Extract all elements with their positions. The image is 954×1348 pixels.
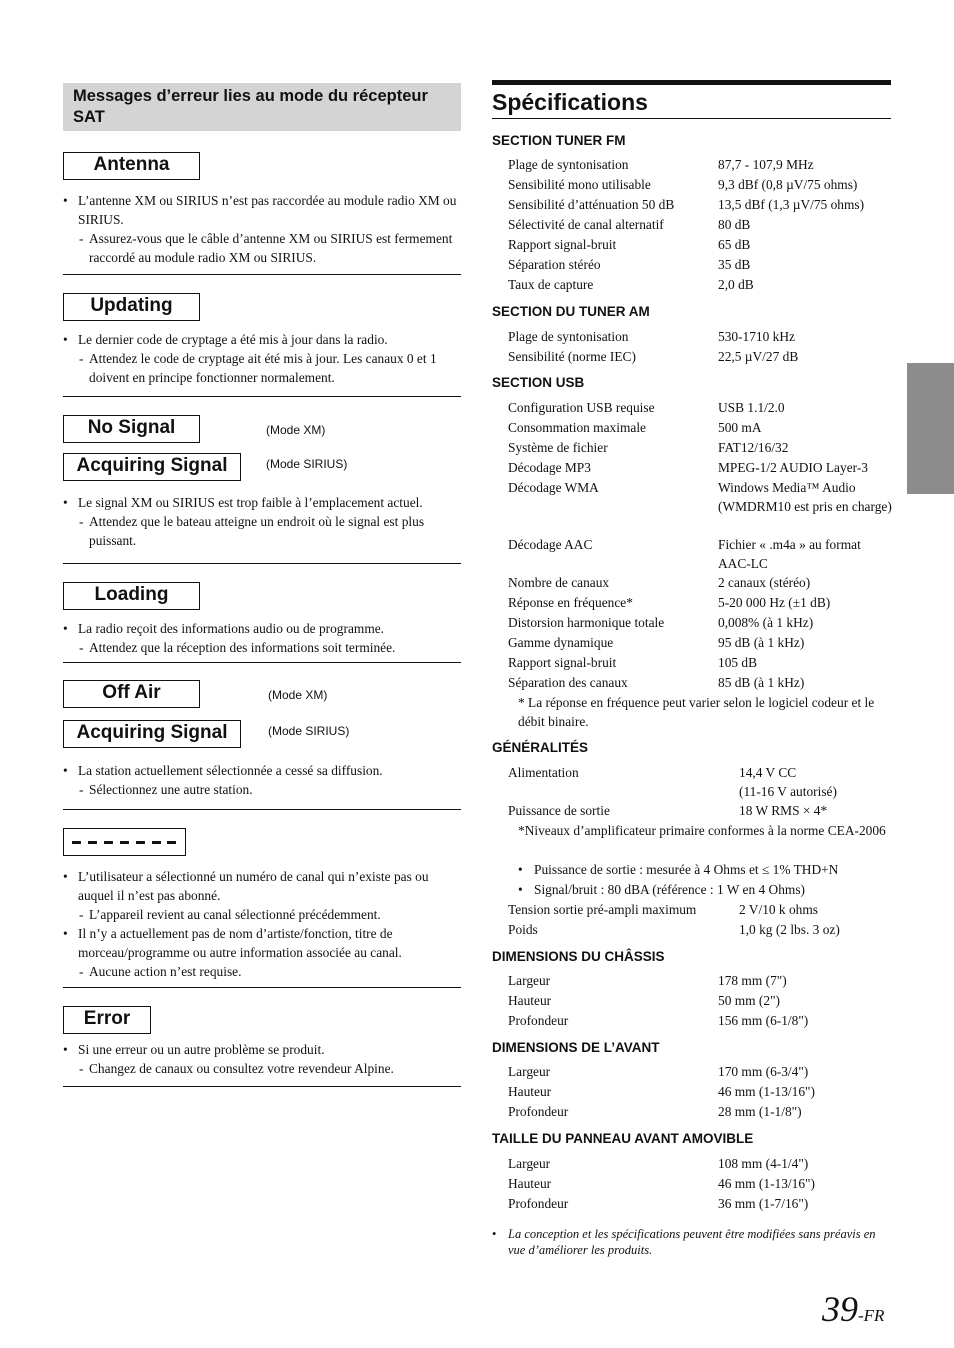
spec-value: 65 dB (718, 237, 751, 252)
spec-value: 22,5 µV/27 dB (718, 349, 799, 364)
usb-heading: SECTION USB (492, 375, 585, 390)
spec-value: 178 mm (7") (718, 973, 787, 988)
general-heading: GÉNÉRALITÉS (492, 740, 589, 755)
chassis-heading: DIMENSIONS DU CHÂSSIS (492, 949, 665, 964)
lcd-label-no-signal: No Signal (63, 415, 200, 443)
spec-label: Largeur (508, 1156, 551, 1171)
specifications-title: Spécifications (492, 80, 891, 119)
page-number: 39-FR (822, 1289, 885, 1329)
spec-label: Rapport signal-bruit (508, 237, 617, 252)
spec-value: 87,7 - 107,9 MHz (718, 157, 814, 172)
specifications (492, 80, 892, 1257)
lcd-label-error: Error (63, 1006, 151, 1034)
spec-value: 9,3 dBf (0,8 µV/75 ohms) (718, 177, 858, 192)
spec-label: Taux de capture (508, 277, 594, 292)
mode-sirius-text: (Mode SIRIUS) (268, 724, 350, 738)
spec-label: Sensibilité mono utilisable (508, 177, 651, 192)
divider (63, 809, 461, 810)
spec-label: Alimentation (508, 765, 579, 780)
cause-text: • L’antenne XM ou SIRIUS n’est pas raccordée au module radio XM ou SIRIUS. (63, 191, 461, 229)
spec-label: Profondeur (508, 1013, 569, 1028)
spec-value: 13,5 dBf (1,3 µV/75 ohms) (718, 197, 865, 212)
spec-label: Plage de syntonisation (508, 329, 629, 344)
off-air-entry (63, 680, 461, 799)
spec-value: 1,0 kg (2 lbs. 3 oz) (739, 922, 840, 937)
spec-value: 18 W RMS × 4* (739, 803, 828, 818)
no-signal-entry (63, 415, 461, 550)
usb-note: * La réponse en fréquence peut varier selon le logiciel codeur et le débit binaire. (518, 695, 875, 729)
divider (63, 662, 461, 663)
spec-value: 80 dB (718, 217, 751, 232)
action-text: - Sélectionnez une autre station. (63, 780, 461, 799)
spec-label: Sensibilité (norme IEC) (508, 349, 636, 364)
spec-value: 14,4 V CC (11-16 V autorisé) (739, 765, 837, 799)
spec-label: Rapport signal-bruit (508, 655, 617, 670)
lcd-label-acquiring-signal: Acquiring Signal (63, 453, 241, 481)
spec-label: Tension sortie pré-ampli maximum (508, 902, 697, 917)
spec-value: MPEG-1/2 AUDIO Layer-3 (718, 460, 868, 475)
action-text: - Attendez que la réception des informations soit terminée. (63, 638, 461, 657)
spec-value: 35 dB (718, 257, 751, 272)
spec-label: Largeur (508, 1064, 551, 1079)
spec-label: Puissance de sortie (508, 803, 610, 818)
cause-text: • Le dernier code de cryptage a été mis à jour dans la radio. (63, 330, 461, 349)
spec-label: Décodage AAC (508, 537, 593, 552)
spec-value: USB 1.1/2.0 (718, 400, 785, 415)
spec-label: Hauteur (508, 1176, 552, 1191)
divider (63, 274, 461, 275)
lcd-label-antenna: Antenna (63, 152, 200, 180)
action-text: - L’appareil revient au canal sélectionné précédemment. (63, 905, 461, 924)
cause-text: • Si une erreur ou un autre problème se produit. (63, 1040, 461, 1059)
spec-label: Profondeur (508, 1104, 569, 1119)
action-text: - Attendez que le bateau atteigne un endroit où le signal est plus puissant. (63, 512, 461, 550)
lcd-label-off-air: Off Air (63, 680, 200, 708)
spec-value: 156 mm (6-1/8") (718, 1013, 809, 1028)
spec-value: 2,0 dB (718, 277, 754, 292)
spec-label: Décodage WMA (508, 480, 599, 495)
spec-value: 105 dB (718, 655, 758, 670)
general-bullet: • Puissance de sortie : mesurée à 4 Ohms et ≤ 1% THD+N (518, 860, 888, 879)
spec-label: Profondeur (508, 1196, 569, 1211)
spec-value: 95 dB (à 1 kHz) (718, 635, 805, 650)
updating-entry (63, 293, 461, 387)
divider (63, 1086, 461, 1087)
action-text: - Assurez-vous que le câble d’antenne XM ou SIRIUS est fermement raccordé au module radio XM ou SIRIUS. (63, 229, 461, 267)
nose-heading: DIMENSIONS DE L’AVANT (492, 1040, 660, 1055)
general-note: *Niveaux d’amplificateur primaire conformes à la norme CEA-2006 (518, 823, 886, 838)
spec-value: 2 V/10 k ohms (739, 902, 818, 917)
lcd-label-loading: Loading (63, 582, 200, 610)
spec-value: 170 mm (6-3/4") (718, 1064, 809, 1079)
action-text: - Aucune action n’est requise. (63, 962, 461, 981)
spec-value: FAT12/16/32 (718, 440, 789, 455)
cause-text: • La station actuellement sélectionnée a cessé sa diffusion. (63, 761, 461, 780)
footnote: • La conception et les spécifications peuvent être modifiées sans préavis en vue d’améliorer les produits. (492, 1226, 891, 1258)
cause-text: • Le signal XM ou SIRIUS est trop faible à l’emplacement actuel. (63, 493, 461, 512)
spec-label: Distorsion harmonique totale (508, 615, 665, 630)
cause-text: • Il n’y a actuellement pas de nom d’artiste/fonction, titre de morceau/programme ou autre information associée au canal. (63, 924, 461, 962)
spec-label: Réponse en fréquence* (508, 595, 633, 610)
no-channel-entry (63, 828, 461, 981)
divider (63, 987, 461, 988)
spec-value: Fichier « .m4a » au format AAC-LC (718, 537, 861, 571)
spec-value: 5-20 000 Hz (±1 dB) (718, 595, 831, 610)
spec-label: Système de fichier (508, 440, 608, 455)
spec-value: 85 dB (à 1 kHz) (718, 675, 805, 690)
sat-error-messages (63, 83, 461, 1076)
spec-value: Windows Media™ Audio (WMDRM10 est pris en charge) (718, 480, 892, 514)
mode-xm-text: (Mode XM) (266, 423, 326, 437)
lcd-dashes-display (63, 828, 186, 856)
panel-heading: TAILLE DU PANNEAU AVANT AMOVIBLE (492, 1131, 754, 1146)
spec-value: 0,008% (à 1 kHz) (718, 615, 814, 630)
spec-label: Configuration USB requise (508, 400, 655, 415)
spec-label: Décodage MP3 (508, 460, 591, 475)
section-header: Messages d’erreur lies au mode du récepteur SAT (63, 83, 461, 131)
spec-label: Sensibilité d’atténuation 50 dB (508, 197, 675, 212)
spec-label: Hauteur (508, 993, 552, 1008)
spec-label: Séparation des canaux (508, 675, 628, 690)
cause-text: • La radio reçoit des informations audio ou de programme. (63, 619, 461, 638)
action-text: - Changez de canaux ou consultez votre revendeur Alpine. (63, 1059, 461, 1078)
spec-value: 50 mm (2") (718, 993, 780, 1008)
spec-label: Nombre de canaux (508, 575, 610, 590)
spec-label: Poids (508, 922, 538, 937)
spec-value: 46 mm (1-13/16") (718, 1084, 815, 1099)
antenna-entry (63, 152, 461, 267)
am-heading: SECTION DU TUNER AM (492, 304, 650, 319)
spec-value: 108 mm (4-1/4") (718, 1156, 809, 1171)
general-bullet: • Signal/bruit : 80 dBA (référence : 1 W en 4 Ohms) (518, 880, 888, 899)
spec-label: Consommation maximale (508, 420, 646, 435)
spec-label: Largeur (508, 973, 551, 988)
spec-value: 46 mm (1-13/16") (718, 1176, 815, 1191)
fm-heading: SECTION TUNER FM (492, 133, 626, 148)
spec-value: 2 canaux (stéréo) (718, 575, 811, 590)
divider (63, 396, 461, 397)
spec-label: Hauteur (508, 1084, 552, 1099)
spec-value: 28 mm (1-1/8") (718, 1104, 802, 1119)
action-text: - Attendez le code de cryptage ait été mis à jour. Les canaux 0 et 1 doivent en principe fonctionner normalement. (63, 349, 461, 387)
mode-sirius-text: (Mode SIRIUS) (266, 457, 348, 471)
lcd-label-updating: Updating (63, 293, 200, 321)
spec-label: Sélectivité de canal alternatif (508, 217, 664, 232)
lcd-label-acquiring-signal: Acquiring Signal (63, 720, 241, 748)
spec-value: 36 mm (1-7/16") (718, 1196, 809, 1211)
spec-value: 500 mA (718, 420, 762, 435)
error-entry (63, 1006, 461, 1078)
spec-label: Gamme dynamique (508, 635, 614, 650)
mode-xm-text: (Mode XM) (268, 688, 328, 702)
divider (63, 563, 461, 564)
spec-label: Séparation stéréo (508, 257, 601, 272)
loading-entry (63, 582, 461, 657)
side-tab-marker (907, 363, 954, 494)
cause-text: • L’utilisateur a sélectionné un numéro de canal qui n’existe pas ou auquel il n’est pas abonné. (63, 867, 461, 905)
spec-value: 530-1710 kHz (718, 329, 795, 344)
spec-label: Plage de syntonisation (508, 157, 629, 172)
